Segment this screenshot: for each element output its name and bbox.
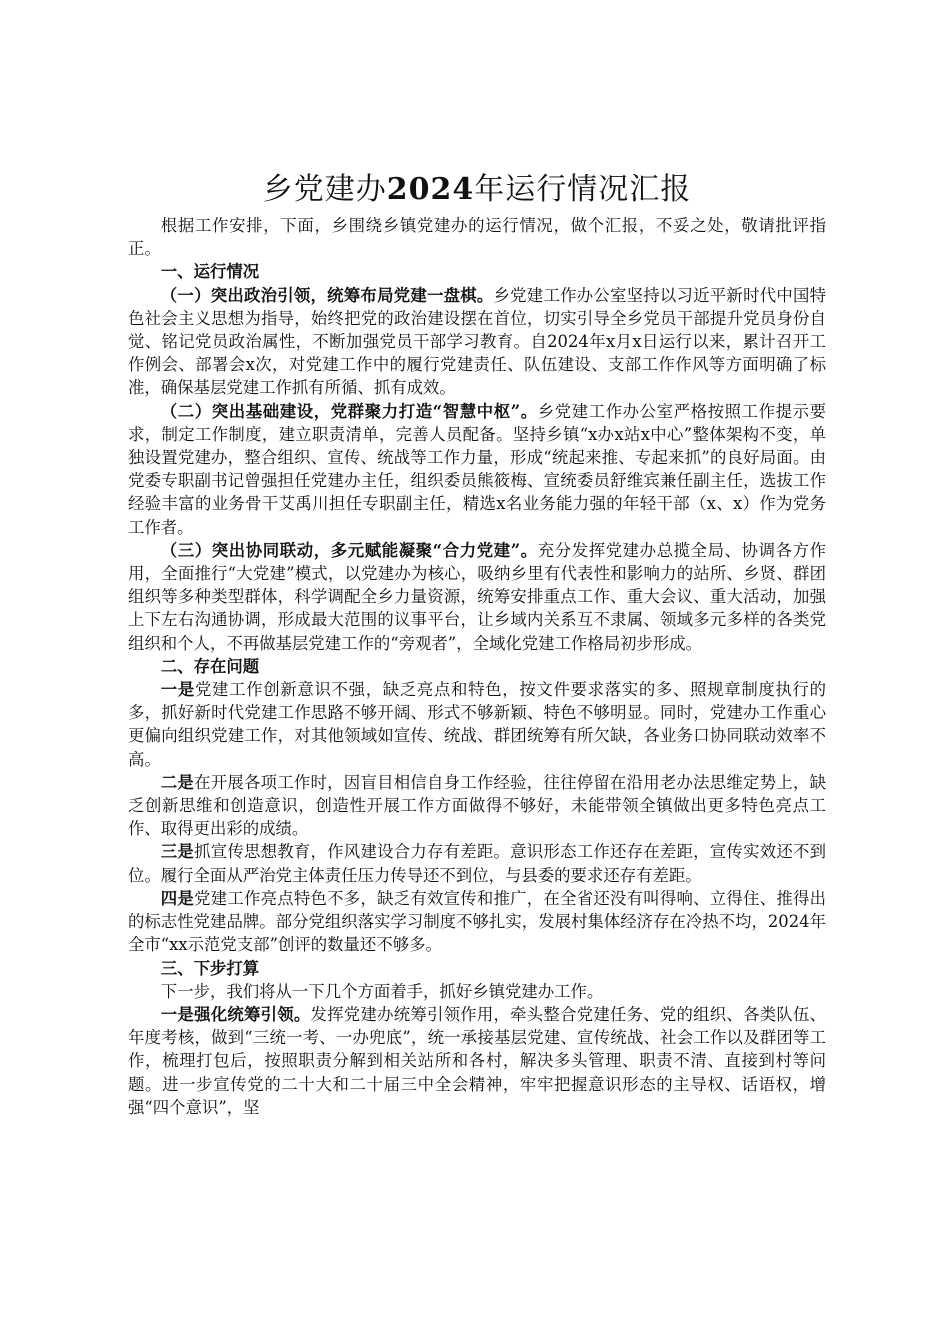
item-lead: 二是 (160, 772, 195, 792)
section-heading-problems: 二、存在问题 (160, 656, 260, 676)
paragraph-body: 乡党建工作办公室坚持以习近平新时代中国特色社会主义思想为指导，始终把党的政治建设摆在首位，切实引导全乡党员干部提升党员身份自觉、铭记党员政治属性，不断加强党员干部学习教育。自2024年x月x日运行以来，累计召开工作例会、部署会x次，对党建工作中的履行党建责任、队伍建设、支部工作作风等方面明确了标准，确保基层党建工作抓有所循、抓有成效。 (128, 285, 827, 398)
paragraph-body: 充分发挥党建办总揽全局、协调各方作用，全面推行“大党建”模式，以党建办为核心，吸纳乡里有代表性和影响力的站所、乡贤、群团组织等多种类型群体，科学调配全乡力量资源，统筹安排重点工作、重大会议、重大活动，加强上下左右沟通协调，形成最大范围的议事平台，让乡域内关系互不隶属、领域多元多样的各类党组织和个人，不再做基层党建工作的“旁观者”，全域化党建工作格局初步形成。 (128, 540, 826, 653)
paragraph-lead: （二）突出基础建设，党群聚力打造“智慧中枢”。 (160, 401, 538, 421)
paragraph-lead: （一）突出政治引领，统筹布局党建一盘棋。 (160, 285, 494, 305)
problem-item-4 (128, 887, 826, 957)
title-year: 2024 (386, 172, 475, 207)
document-title (128, 168, 826, 212)
problem-item-1 (128, 678, 826, 771)
paragraph-infrastructure (128, 400, 826, 539)
title-suffix: 年运行情况汇报 (474, 172, 692, 207)
item-lead: 四是 (160, 888, 195, 908)
item-body: 党建工作创新意识不强，缺乏亮点和特色，按文件要求落实的多、照规章制度执行的多，抓好新时代党建工作思路不够开阔、形式不够新颖、特色不够明显。同时，党建办工作重心更偏向组织党建工作，对其他领域如宣传、统战、群团统筹有所欠缺，各业务口协同联动效率不高。 (128, 680, 827, 769)
paragraph-political-guidance (128, 284, 826, 400)
paragraph-coordination (128, 539, 826, 655)
item-body: 党建工作亮点特色不多，缺乏有效宣传和推广，在全省还没有叫得响、立得住、推得出的标志性党建品牌。部分党组织落实学习制度不够扎实，发展村集体经济存在冷热不均，2024年全市“xx示范党支部”创评的数量还不够多。 (128, 888, 827, 955)
paragraph-lead: （三）突出协同联动，多元赋能凝聚“合力党建”。 (160, 540, 538, 560)
problem-item-3 (128, 840, 826, 886)
next-step-item-1 (128, 1003, 826, 1119)
section-heading-operations: 一、运行情况 (160, 262, 260, 282)
title-prefix: 乡党建办 (262, 172, 387, 207)
intro-paragraph: 根据工作安排，下面，乡围绕乡镇党建办的运行情况，做个汇报，不妥之处，敬请批评指正。 (128, 216, 826, 259)
item-body: 发挥党建办统筹引领作用，牵头整合党建任务、党的组织、各类队伍、年度考核，做到“三统一考、一办兜底”，统一承接基层党建、宣传统战、社会工作以及群团等工作，梳理打包后，按照职责分解到相关站所和各村，解决多头管理、职责不清、直接到村等问题。进一步宣传党的二十大和二十届三中全会精神，牢牢把握意识形态的主导权、话语权，增强“四个意识”，坚 (128, 1004, 827, 1117)
item-lead: 一是 (160, 680, 195, 700)
problem-item-2 (128, 771, 826, 841)
item-lead: 三是 (160, 842, 195, 862)
next-steps-intro: 下一步，我们将从一下几个方面着手，抓好乡镇党建办工作。 (160, 981, 604, 1001)
paragraph-body: 乡党建工作办公室严格按照工作提示要求，制定工作制度，建立职责清单，完善人员配备。坚持乡镇“x办x站x中心”整体架构不变，单独设置党建办，整合组织、宣传、统战等工作力量，形成“统起来推、专起来抓”的良好局面。由党委专职副书记曾强担任党建办主任，组织委员熊筱梅、宣统委员舒维宾兼任副主任，选拔工作经验丰富的业务骨干艾禹川担任专职副主任，精选x名业务能力强的年轻干部（x、x）作为党务工作者。 (128, 401, 826, 537)
item-lead: 一是强化统筹引领。 (160, 1004, 311, 1024)
document-page (128, 168, 826, 1119)
section-heading-next-steps: 三、下步打算 (160, 958, 260, 978)
item-body: 在开展各项工作时，因盲目相信自身工作经验，往往停留在沿用老办法思维定势上，缺乏创新思维和创造意识，创造性开展工作方面做得不够好，未能带领全镇做出更多特色亮点工作、取得更出彩的成绩。 (128, 772, 827, 839)
item-body: 抓宣传思想教育，作风建设合力存有差距。意识形态工作还存在差距，宣传实效还不到位。履行全面从严治党主体责任压力传导还不到位，与县委的要求还存有差距。 (128, 842, 827, 885)
